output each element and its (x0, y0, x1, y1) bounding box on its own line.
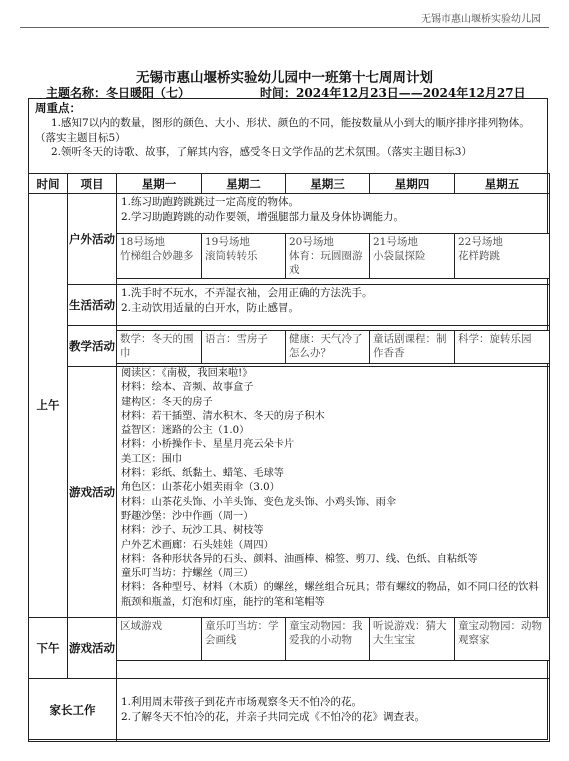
outdoor-activity: 体育：玩圆圈游戏 (289, 250, 363, 276)
game-line: 材料：小桥操作卡、星星月亮云朵卡片 (121, 439, 295, 451)
game-label: 游戏活动 (67, 366, 117, 618)
header-org: 无锡市惠山堰桥实验幼儿园 (421, 14, 541, 25)
focus-label: 周重点： (35, 101, 81, 115)
game-line: 材料：彩纸、纸黏土、蜡笔、毛球等 (121, 468, 284, 480)
game-content (116, 366, 550, 618)
date-range: 时间：2024年12月23日——2024年12月27日 (260, 86, 526, 100)
outdoor-activity: 小袋鼠探险 (373, 250, 426, 262)
life-label: 生活活动 (67, 284, 117, 326)
col-header-item: 项目 (67, 173, 117, 194)
game-line: 角色区：山茶花小姐卖雨伞（3.0） (121, 482, 280, 494)
header-divider (20, 27, 549, 28)
outdoor-fri (454, 233, 550, 279)
morning-label: 上午 (28, 193, 68, 618)
pm-tue: 童乐叮当坊：学会画线 (201, 617, 286, 661)
outdoor-venue: 20号场地 (289, 236, 334, 248)
outdoor-venue: 21号场地 (373, 236, 418, 248)
pm-fri: 童宝动物园：动物观察家 (454, 617, 550, 661)
pm-wed: 童宝动物园：我爱我的小动物 (285, 617, 370, 661)
outdoor-thu (369, 233, 455, 279)
outdoor-venue: 18号场地 (120, 236, 165, 248)
weekly-plan-table (28, 98, 548, 740)
afternoon-label: 下午 (28, 617, 68, 679)
game-line: 材料：绘本、音频、故事盒子 (121, 382, 254, 394)
focus-item: 2.领听冬天的诗歌、故事，了解其内容，感受冬日文学作品的艺术氛围。（落实主题目标3） (51, 146, 472, 159)
game-line: 美工区：围巾 (121, 453, 183, 465)
outdoor-venue: 19号场地 (205, 236, 250, 248)
outdoor-wed (285, 233, 370, 279)
col-header-mon: 星期一 (116, 173, 202, 194)
teaching-fri: 科学：旋转乐园 (454, 330, 550, 364)
col-header-time: 时间 (28, 173, 68, 194)
game-line: 材料：各种形状各异的石头、颜料、油画棒、棉签、剪刀、线、色纸、自粘纸等 (121, 553, 478, 565)
teaching-mon: 数学：冬天的围巾 (116, 330, 202, 364)
focus-item: 1.感知7以内的数量，图形的颜色、大小、形状、颜色的不同，能按数量从小到大的顺序排序排列物体。（落实主题目标5） (35, 116, 530, 144)
col-header-thu: 星期四 (369, 173, 455, 194)
outdoor-activity: 滚筒转转乐 (205, 250, 258, 262)
pm-game-label: 游戏活动 (67, 617, 117, 679)
outdoor-mon (116, 233, 202, 279)
teaching-wed: 健康：天气冷了怎么办？ (285, 330, 370, 364)
game-line: 建构区：冬天的房子 (121, 396, 213, 408)
teaching-thu: 童话剧课程：制作香香 (369, 330, 455, 364)
weekly-focus (28, 98, 548, 174)
game-line: 野趣沙堡：沙中作画（周一） (121, 510, 254, 522)
outdoor-goal: 2.学习助跑跨跳的动作要领，增强腿部力量及身体协调能力。 (121, 210, 405, 223)
life-content (116, 284, 550, 326)
game-line: 材料：沙子、玩沙工具、树枝等 (121, 525, 264, 537)
outdoor-activity: 花样跨跳 (458, 250, 500, 262)
pm-thu: 听说游戏：猜大大生宝宝 (369, 617, 455, 661)
life-item: 2.主动饮用适量的白开水，防止感冒。 (121, 301, 300, 314)
teaching-tue: 语言：雪房子 (201, 330, 286, 364)
parent-item: 1.利用周末带孩子到花卉市场观察冬天不怕冷的花。 (121, 696, 363, 708)
outdoor-venue: 22号场地 (458, 236, 503, 248)
outdoor-tue (201, 233, 286, 279)
teaching-label: 教学活动 (67, 325, 117, 367)
game-line: 材料：若干插塑、清水积木、冬天的房子积木 (121, 410, 325, 422)
game-line: 户外艺术画廊：石头娃娃（周四） (121, 539, 274, 551)
pm-mon: 区域游戏 (116, 617, 202, 661)
outdoor-goal: 1.练习助跑跨跳跳过一定高度的物体。 (121, 196, 300, 208)
col-header-wed: 星期三 (285, 173, 370, 194)
game-line: 阅读区：《南极，我回来啦!》 (121, 368, 253, 379)
game-line: 益智区：迷路的公主（1.0） (121, 425, 250, 437)
outdoor-label: 户外活动 (67, 193, 117, 285)
theme-name: 主题名称：冬日暖阳（七） (46, 86, 191, 100)
game-line: 材料：各种型号、材料（木质）的螺丝，螺丝组合玩具；带有螺纹的物品，如不同口径的饮料瓶颈和瓶盖，灯泡和灯座，能拧的笔和笔帽等 (121, 582, 539, 608)
life-item: 1.洗手时不玩水，不弄湿衣袖，会用正确的方法洗手。 (121, 287, 373, 299)
col-header-tue: 星期二 (201, 173, 286, 194)
col-header-fri: 星期五 (454, 173, 550, 194)
parent-label: 家长工作 (28, 678, 117, 742)
game-line: 童乐叮当坊：拧螺丝（周三） (121, 568, 254, 580)
outdoor-activity: 竹梯组合妙趣多 (120, 250, 194, 262)
parent-item: 2.了解冬天不怕冷的花，并亲子共同完成《不怕冷的花》调查表。 (121, 710, 426, 723)
game-line: 材料：山茶花头饰、小羊头饰、变色龙头饰、小鸡头饰、雨伞 (121, 496, 397, 508)
parent-content (116, 678, 550, 742)
page-title: 无锡市惠山堰桥实验幼儿园中一班第十七周周计划 (136, 70, 433, 86)
